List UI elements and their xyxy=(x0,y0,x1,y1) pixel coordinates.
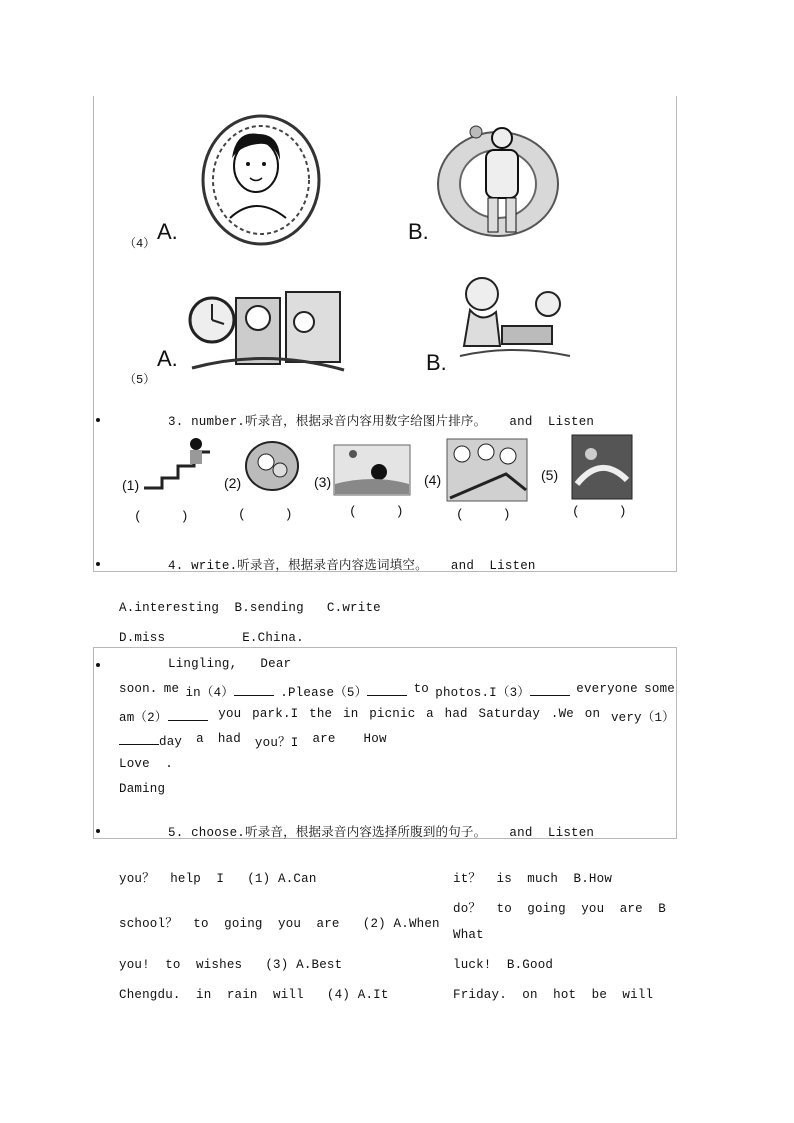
fill-blank[interactable] xyxy=(530,683,570,696)
word: soon. xyxy=(119,682,158,696)
word: everyone xyxy=(576,682,638,696)
question-5-instruction: 5. choose.听录音，根据录音内容选择所腹到的句子。 and Listen xyxy=(168,826,595,840)
picture-block-border xyxy=(93,96,677,572)
option-a-label: A. xyxy=(157,346,178,371)
word: had xyxy=(217,732,241,746)
fill-blank[interactable] xyxy=(119,732,159,745)
fill-blank[interactable] xyxy=(234,683,274,696)
fill-blank[interactable] xyxy=(168,708,208,721)
word: How xyxy=(363,732,387,746)
bullet xyxy=(96,418,100,422)
word: day xyxy=(159,735,183,749)
choice-item-3-right: luck! B.Good xyxy=(453,958,554,972)
word-options-line-2: D.miss E.China. xyxy=(119,631,304,645)
answer-blank-2[interactable]: ( ) xyxy=(238,507,293,522)
answer-blank-4[interactable]: ( ) xyxy=(456,507,511,522)
toys-illustration xyxy=(186,278,350,376)
question-number-4: （4） xyxy=(124,237,156,251)
choice-item-1-left: you？ help I (1) A.Can xyxy=(119,872,317,886)
answer-blank-1[interactable]: ( ) xyxy=(134,509,189,524)
word: park.I xyxy=(252,707,299,721)
option-b-label: B. xyxy=(426,350,447,375)
word: had xyxy=(444,707,468,721)
picture-label-4: (4) xyxy=(424,472,442,488)
word: .Please（5） xyxy=(280,686,368,700)
option-b-label: B. xyxy=(408,219,429,244)
letter-closing: Love . xyxy=(119,757,173,771)
word: Saturday xyxy=(478,707,541,721)
word: you xyxy=(218,707,242,721)
crowd-scene-illustration xyxy=(446,438,528,502)
picture-label-2: (2) xyxy=(224,475,242,491)
question-4-instruction: 4. write.听录音，根据录音内容选词填空。 and Listen xyxy=(168,559,536,573)
word: am（2） xyxy=(119,711,168,725)
picture-label-5: (5) xyxy=(541,467,559,483)
option-a-label: A. xyxy=(157,219,178,244)
choice-item-1-right: it？ is much B.How xyxy=(453,872,613,886)
word: picnic xyxy=(369,707,416,721)
fill-blank[interactable] xyxy=(367,683,407,696)
word: a xyxy=(196,732,204,746)
word: very（1） xyxy=(610,711,675,725)
bullet xyxy=(96,663,100,667)
outdoor-scene-illustration xyxy=(333,444,411,496)
letter-line-1 xyxy=(119,682,675,700)
girl-portrait-illustration xyxy=(196,108,326,248)
word-options-line-1: A.interesting B.sending C.write xyxy=(119,601,381,615)
picture-label-3: (3) xyxy=(314,474,332,490)
word: in xyxy=(343,707,359,721)
choice-item-4-right: Friday. on hot be will xyxy=(453,988,654,1002)
answer-blank-3[interactable]: ( ) xyxy=(349,504,404,519)
choice-item-4-left: Chengdu. in rain will (4) A.It xyxy=(119,988,389,1002)
word: are xyxy=(312,732,336,746)
choice-item-2-right-cont: What xyxy=(453,928,484,942)
question-number-5: （5） xyxy=(124,373,156,387)
word: the xyxy=(309,707,333,721)
word: .We xyxy=(550,707,575,721)
stairs-illustration xyxy=(142,436,212,494)
letter-greeting: Lingling, Dear xyxy=(168,657,292,671)
bullet xyxy=(96,562,100,566)
letter-line-3 xyxy=(119,732,387,750)
word: in（4） xyxy=(185,686,234,700)
choice-item-3-left: you! to wishes (3) A.Best xyxy=(119,958,343,972)
bullet xyxy=(96,829,100,833)
question-3-instruction: 3. number.听录音，根据录音内容用数字给图片排序。 and Listen xyxy=(168,415,595,429)
word: me xyxy=(163,682,180,696)
answer-blank-5[interactable]: ( ) xyxy=(572,504,627,519)
word: you？I xyxy=(254,736,299,750)
choice-item-2-left: school？ to going you are (2) A.When xyxy=(119,917,440,931)
word: some xyxy=(644,682,675,696)
word: a xyxy=(426,707,434,721)
kids-playing-illustration xyxy=(452,268,576,366)
round-picture-illustration xyxy=(244,440,300,492)
picture-label-1: (1) xyxy=(122,477,140,493)
word: on xyxy=(584,707,601,721)
dark-scene-illustration xyxy=(571,434,633,500)
choice-item-2-right: do？ to going you are B xyxy=(453,902,666,916)
word: to xyxy=(413,682,429,696)
letter-signature: Daming xyxy=(119,782,166,796)
word: photos.I（3） xyxy=(435,686,530,700)
letter-line-2 xyxy=(119,707,675,725)
astronaut-illustration xyxy=(436,122,566,244)
